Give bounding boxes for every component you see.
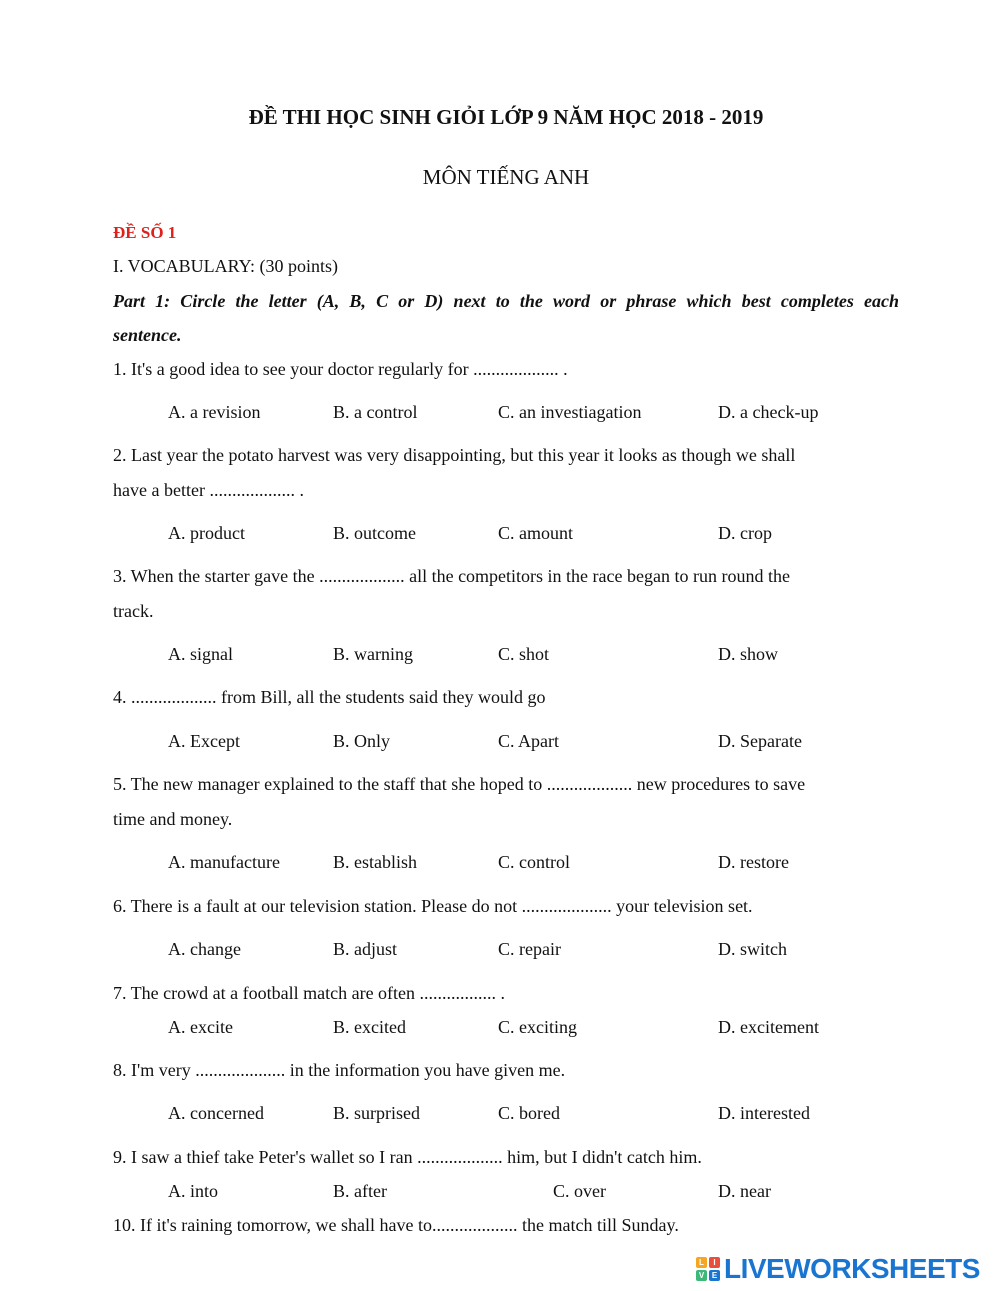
q6-option-b[interactable]: B. adjust bbox=[333, 939, 398, 959]
q4-option-d[interactable]: D. Separate bbox=[718, 731, 802, 751]
q9-option-b[interactable]: B. after bbox=[333, 1181, 387, 1201]
q2-option-a[interactable]: A. product bbox=[168, 523, 245, 543]
logo-letter-v: V bbox=[696, 1270, 707, 1281]
q7-option-c[interactable]: C. exciting bbox=[498, 1017, 577, 1037]
question-2-text-line2: have a better ................... . bbox=[113, 480, 304, 500]
q6-option-a[interactable]: A. change bbox=[168, 939, 241, 959]
logo-mark-icon bbox=[696, 1257, 720, 1281]
question-5-text-line2: time and money. bbox=[113, 809, 233, 829]
subject-title: MÔN TIẾNG ANH bbox=[422, 165, 590, 189]
q4-option-b[interactable]: B. Only bbox=[333, 731, 391, 751]
q1-option-a[interactable]: A. a revision bbox=[168, 402, 261, 422]
question-6-text: 6. There is a fault at our television station. Please do not .................... your television set. bbox=[113, 896, 753, 916]
q5-option-b[interactable]: B. establish bbox=[333, 852, 417, 872]
question-3-text-line2: track. bbox=[113, 601, 154, 621]
question-9-text: 9. I saw a thief take Peter's wallet so I ran ................... him, but I didn't catch him. bbox=[113, 1147, 702, 1167]
question-1-text: 1. It's a good idea to see your doctor regularly for ................... . bbox=[113, 359, 568, 379]
q2-option-d[interactable]: D. crop bbox=[718, 523, 772, 543]
q3-option-d[interactable]: D. show bbox=[718, 644, 779, 664]
logo-text: LIVEWORKSHEETS bbox=[724, 1253, 980, 1284]
page-title: ĐỀ THI HỌC SINH GIỎI LỚP 9 NĂM HỌC 2018 - 2019 bbox=[248, 105, 764, 129]
q3-option-b[interactable]: B. warning bbox=[333, 644, 413, 664]
q5-option-c[interactable]: C. control bbox=[498, 852, 570, 872]
q7-option-b[interactable]: B. excited bbox=[333, 1017, 406, 1037]
q7-option-a[interactable]: A. excite bbox=[168, 1017, 233, 1037]
logo-letter-e: E bbox=[709, 1270, 720, 1281]
q5-option-d[interactable]: D. restore bbox=[718, 852, 789, 872]
q8-option-a[interactable]: A. concerned bbox=[168, 1103, 264, 1123]
question-10-text: 10. If it's raining tomorrow, we shall have to................... the match till Sunday. bbox=[113, 1215, 679, 1235]
question-3-text-line1: 3. When the starter gave the ................... all the competitors in the race began to run round the bbox=[113, 566, 790, 586]
q1-option-b[interactable]: B. a control bbox=[333, 402, 418, 422]
q1-option-d[interactable]: D. a check-up bbox=[718, 402, 819, 422]
q3-option-c[interactable]: C. shot bbox=[498, 644, 550, 664]
q3-option-a[interactable]: A. signal bbox=[168, 644, 233, 664]
q2-option-c[interactable]: C. amount bbox=[498, 523, 573, 543]
part-instruction-line1: Part 1: Circle the letter (A, B, C or D) next to the word or phrase which best completes each bbox=[113, 291, 899, 311]
q2-option-b[interactable]: B. outcome bbox=[333, 523, 416, 543]
q8-option-d[interactable]: D. interested bbox=[718, 1103, 810, 1123]
exam-number: ĐỀ SỐ 1 bbox=[113, 223, 177, 242]
logo-letter-l: L bbox=[696, 1257, 707, 1268]
q5-option-a[interactable]: A. manufacture bbox=[168, 852, 280, 872]
part-instruction-line2: sentence. bbox=[113, 325, 182, 345]
q1-option-c[interactable]: C. an investiagation bbox=[498, 402, 642, 422]
q8-option-b[interactable]: B. surprised bbox=[333, 1103, 420, 1123]
question-7-text: 7. The crowd at a football match are often ................. . bbox=[113, 983, 506, 1003]
liveworksheets-logo[interactable] bbox=[696, 1254, 980, 1284]
question-5-text-line1: 5. The new manager explained to the staff that she hoped to ................... new procedures to save bbox=[113, 774, 806, 794]
question-2-text-line1: 2. Last year the potato harvest was very disappointing, but this year it looks as though we shall bbox=[113, 445, 796, 465]
section-heading: I. VOCABULARY: (30 points) bbox=[113, 256, 339, 276]
question-8-text: 8. I'm very .................... in the information you have given me. bbox=[113, 1060, 566, 1080]
logo-letter-i: I bbox=[709, 1257, 720, 1268]
q4-option-c[interactable]: C. Apart bbox=[498, 731, 559, 751]
q6-option-c[interactable]: C. repair bbox=[498, 939, 561, 959]
q8-option-c[interactable]: C. bored bbox=[498, 1103, 560, 1123]
q4-option-a[interactable]: A. Except bbox=[168, 731, 240, 751]
q9-option-a[interactable]: A. into bbox=[168, 1181, 219, 1201]
q6-option-d[interactable]: D. switch bbox=[718, 939, 787, 959]
q9-option-c[interactable]: C. over bbox=[553, 1181, 606, 1201]
q7-option-d[interactable]: D. excitement bbox=[718, 1017, 819, 1037]
q9-option-d[interactable]: D. near bbox=[718, 1181, 771, 1201]
question-4-text: 4. ................... from Bill, all the students said they would go bbox=[113, 687, 546, 707]
